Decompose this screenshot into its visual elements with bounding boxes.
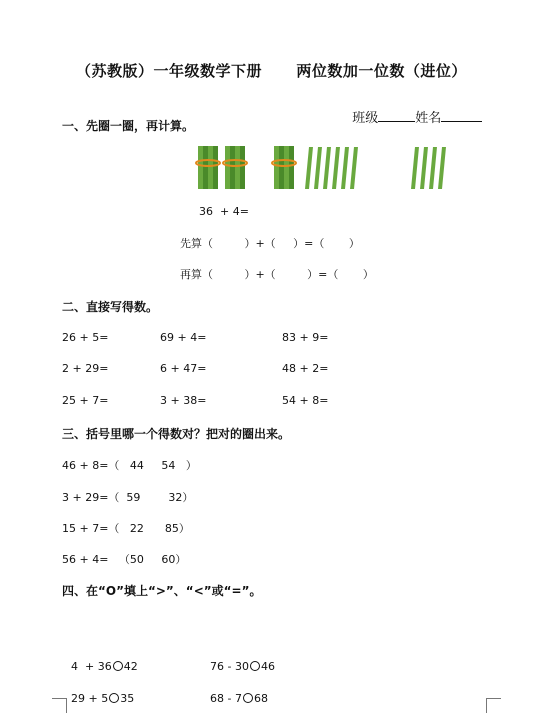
class-blank[interactable] <box>378 109 415 122</box>
section3-heading: 三、括号里哪一个得数对？把对的圈出来。 <box>62 427 291 441</box>
counting-sticks-illustration <box>195 143 495 193</box>
compare-circle[interactable] <box>243 693 253 703</box>
problem: 54 + 8= <box>282 394 329 407</box>
compare-circle[interactable] <box>250 661 260 671</box>
problem: 69 + 4= <box>160 331 207 344</box>
choice-item: 15 + 7=（ 22 85） <box>62 522 190 535</box>
crop-mark-bottom-right <box>486 698 501 713</box>
section2-heading: 二、直接写得数。 <box>62 300 159 314</box>
compare-item <box>64 647 138 673</box>
problem: 83 + 9= <box>282 331 329 344</box>
first-calc-line: 先算（ ）+（ ）=（ ） <box>180 237 360 250</box>
section1-heading: 一、先圈一圈，再计算。 <box>62 119 195 133</box>
section1-equation: 36 + 4= <box>199 205 249 218</box>
problem: 2 + 29= <box>62 362 109 375</box>
choice-item: 3 + 29=（ 59 32） <box>62 491 194 504</box>
compare-item <box>203 647 275 673</box>
name-label: 姓名 <box>415 111 442 126</box>
class-name-line <box>344 92 482 126</box>
stick-bundle-2 <box>223 146 247 189</box>
choice-item: 46 + 8=（ 44 54 ） <box>62 459 197 472</box>
problem: 48 + 2= <box>282 362 329 375</box>
stick-bundle-3 <box>272 146 296 189</box>
crop-mark-bottom-left <box>52 698 67 713</box>
stick-bundle-1 <box>196 146 220 189</box>
problem: 3 + 38= <box>160 394 207 407</box>
compare-circle[interactable] <box>113 661 123 671</box>
compare-right: 46 <box>260 660 275 673</box>
name-blank[interactable] <box>441 109 482 122</box>
problem: 26 + 5= <box>62 331 109 344</box>
compare-right: 42 <box>123 660 138 673</box>
compare-item <box>203 679 268 705</box>
class-label: 班级 <box>352 111 379 126</box>
problem: 6 + 47= <box>160 362 207 375</box>
compare-right: 35 <box>120 692 135 705</box>
compare-right: 68 <box>253 692 268 705</box>
section4-heading: 四、在“O”填上“>”、“<”或“=”。 <box>62 584 262 598</box>
choice-item: 56 + 4= （50 60） <box>62 553 187 566</box>
problem: 25 + 7= <box>62 394 109 407</box>
loose-sticks-6 <box>305 147 358 189</box>
page-title: （苏教版）一年级数学下册 两位数加一位数（进位） <box>76 62 467 80</box>
compare-item <box>64 679 134 705</box>
compare-left: 68 - 7 <box>210 692 242 705</box>
loose-sticks-4 <box>411 147 446 189</box>
compare-left: 4 + 36 <box>71 660 112 673</box>
compare-left: 29 + 5 <box>71 692 109 705</box>
then-calc-line: 再算（ ）+（ ）=（ ） <box>180 268 374 281</box>
compare-left: 76 - 30 <box>210 660 249 673</box>
compare-circle[interactable] <box>109 693 119 703</box>
